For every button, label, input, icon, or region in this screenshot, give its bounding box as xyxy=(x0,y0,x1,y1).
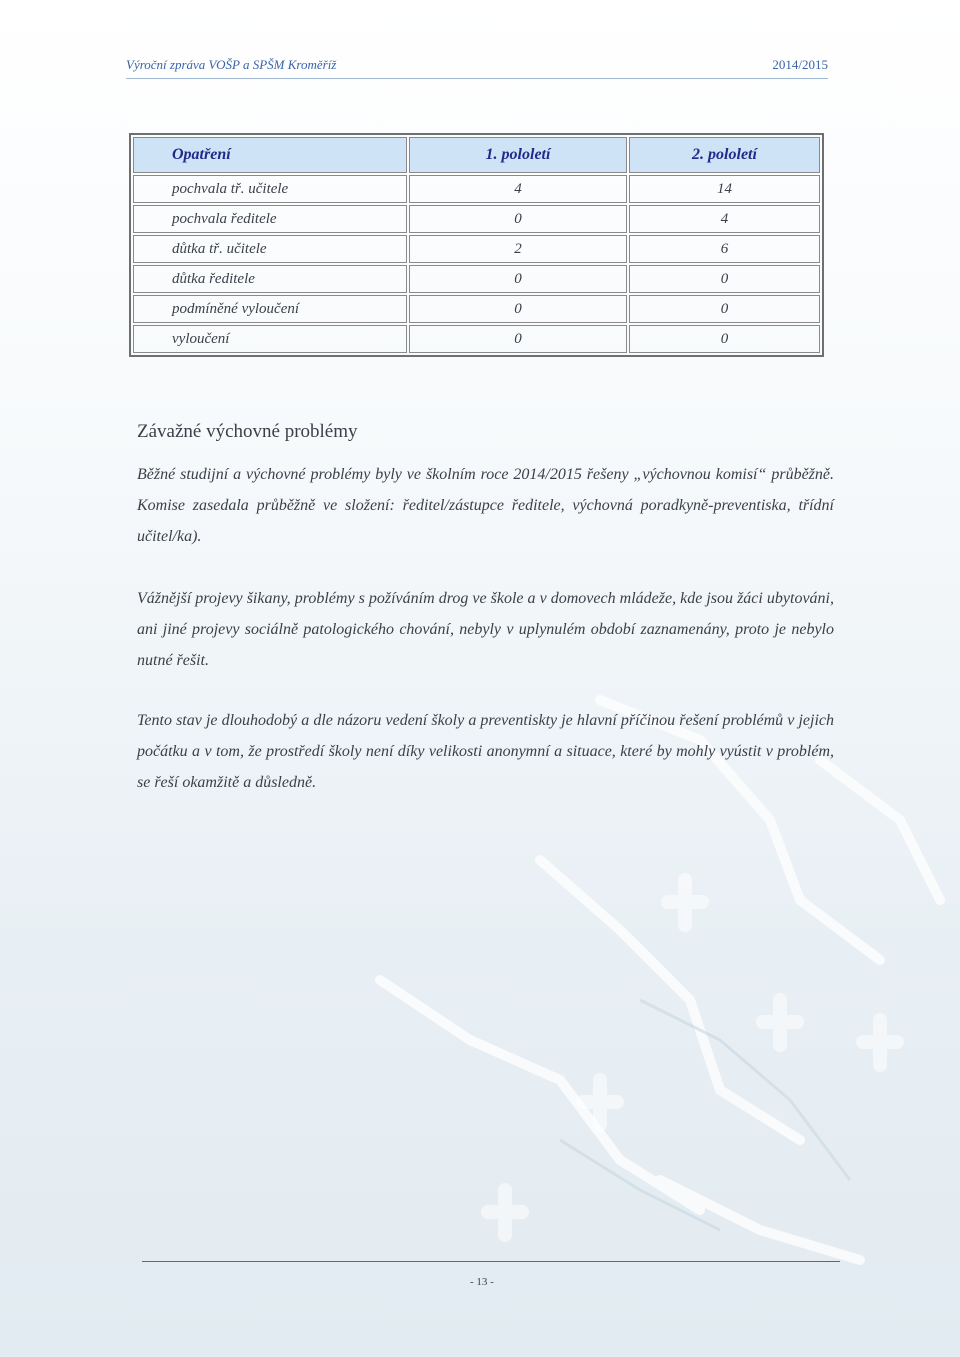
page-number: - 13 - xyxy=(470,1276,494,1288)
paragraph-long-term-state: Tento stav je dlouhodobý a dle názoru vedení školy a preventiskty je hlavní příčinou řešení problémů v jejich počátku a v tom, že prostředí školy není díky velikosti anonymní a situace, které by mohly vyústit v problém, se řeší okamžitě a důsledně. xyxy=(137,712,834,791)
second-semester-count: 6 xyxy=(629,235,820,263)
measure-name: pochvala tř. učitele xyxy=(133,175,407,203)
second-semester-count: 0 xyxy=(629,265,820,293)
document-title: Výroční zpráva VOŠP a SPŠM Kroměříž xyxy=(126,57,337,72)
first-semester-count: 0 xyxy=(409,265,627,293)
second-semester-count: 0 xyxy=(629,295,820,323)
first-semester-count: 2 xyxy=(409,235,627,263)
second-semester-count: 14 xyxy=(629,175,820,203)
first-semester-count: 0 xyxy=(409,295,627,323)
table-row xyxy=(133,175,820,203)
first-semester-count: 0 xyxy=(409,325,627,353)
column-header-second-semester: 2. pololetí xyxy=(629,137,820,173)
table-row xyxy=(133,265,820,293)
paragraph-serious-issues: Vážnější projevy šikany, problémy s požíváním drog ve škole a v domovech mládeže, kde jsou žáci ubytováni, ani jiné projevy sociálně patologického chování, nebyly v uplynulém období zaznamenány, proto je nebylo nutné řešit. xyxy=(137,590,834,669)
footer-divider xyxy=(142,1261,840,1262)
table-row xyxy=(133,325,820,353)
running-header xyxy=(126,54,828,79)
table-row xyxy=(133,295,820,323)
second-semester-count: 4 xyxy=(629,205,820,233)
measure-name: důtka tř. učitele xyxy=(133,235,407,263)
measure-name: důtka ředitele xyxy=(133,265,407,293)
first-semester-count: 0 xyxy=(409,205,627,233)
measure-name: pochvala ředitele xyxy=(133,205,407,233)
second-semester-count: 0 xyxy=(629,325,820,353)
column-header-measure: Opatření xyxy=(133,137,407,173)
measure-name: vyloučení xyxy=(133,325,407,353)
report-year: 2014/2015 xyxy=(772,57,828,72)
table-header-row xyxy=(133,137,820,173)
educational-measures-table xyxy=(129,133,824,357)
table-row xyxy=(133,235,820,263)
column-header-first-semester: 1. pololetí xyxy=(409,137,627,173)
section-title: Závažné výchovné problémy xyxy=(137,421,358,442)
table-row xyxy=(133,205,820,233)
measure-name: podmíněné vyloučení xyxy=(133,295,407,323)
first-semester-count: 4 xyxy=(409,175,627,203)
paragraph-common-problems: Běžné studijní a výchovné problémy byly ve školním roce 2014/2015 řešeny „výchovnou komisí“ průběžně. Komise zasedala průběžně ve složení: ředitel/zástupce ředitele, výchovná poradkyně-preventiska, třídní učitel/ka). xyxy=(137,466,834,545)
